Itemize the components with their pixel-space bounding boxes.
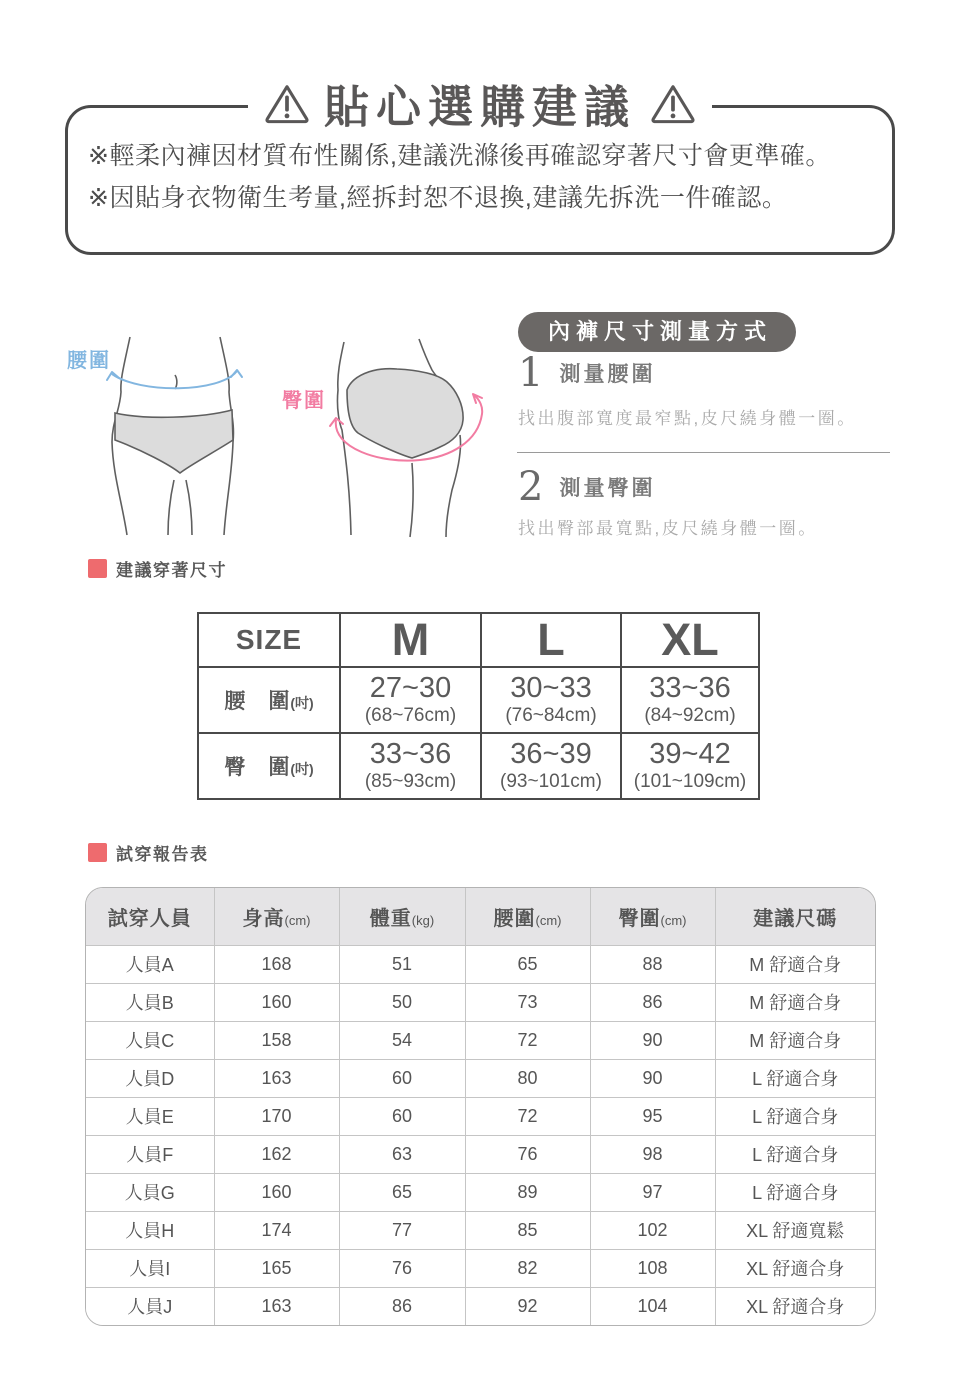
navel-line <box>175 375 177 389</box>
hip-figure-label: 臀圍 <box>282 390 326 412</box>
fit-table-cell: 54 <box>339 1021 465 1059</box>
warning-triangle-icon <box>264 82 310 124</box>
size-range-cell <box>621 733 759 799</box>
step-divider <box>517 452 890 453</box>
range-inches: 33~36 <box>649 672 731 704</box>
fit-table-cell: M 舒適合身 <box>715 983 875 1021</box>
size-range-cell <box>340 733 481 799</box>
fit-table-cell: 86 <box>590 983 715 1021</box>
fit-table-cell: 102 <box>590 1211 715 1249</box>
size-range-cell <box>481 667 621 733</box>
fit-table-row <box>86 1211 875 1249</box>
range-cm: (84~92cm) <box>644 705 736 726</box>
range-inches: 39~42 <box>649 738 731 770</box>
fit-table-cell: XL 舒適合身 <box>715 1287 875 1325</box>
size-table-head-row <box>198 613 759 667</box>
hip-measure-diagram <box>300 330 500 540</box>
fit-table-cell: 170 <box>214 1097 339 1135</box>
header-unit: (kg) <box>411 912 435 928</box>
fit-table-cell: 76 <box>339 1249 465 1287</box>
waist-figure-label: 腰圍 <box>67 350 111 372</box>
fit-table-cell: M 舒適合身 <box>715 945 875 983</box>
notice-line-1: ※輕柔內褲因材質布性關係,建議洗滌後再確認穿著尺寸會更準確。 <box>88 142 831 170</box>
fit-column-header <box>590 888 715 945</box>
fit-table-cell: 60 <box>339 1059 465 1097</box>
size-column-header: XL <box>621 613 759 667</box>
header-label: 身高 <box>242 907 285 930</box>
fit-table-row <box>86 1135 875 1173</box>
range-inches: 36~39 <box>510 738 592 770</box>
red-square-marker <box>88 559 107 578</box>
notice-line-2: ※因貼身衣物衛生考量,經拆封恕不退換,建議先拆洗一件確認。 <box>88 184 788 212</box>
range-cm: (101~109cm) <box>633 771 747 792</box>
header-label: 腰圍 <box>493 907 536 930</box>
header-unit: (cm) <box>535 912 562 928</box>
size-column-header: L <box>481 613 621 667</box>
warning-triangle-icon <box>650 82 696 124</box>
fit-table-row <box>86 945 875 983</box>
fit-table-cell: 人員J <box>86 1287 214 1325</box>
fit-table-cell: 95 <box>590 1097 715 1135</box>
section-label-text: 試穿報告表 <box>116 845 209 864</box>
size-table-row <box>198 733 759 799</box>
range-cm: (85~93cm) <box>364 771 457 792</box>
measure-name: 臀 圍 <box>224 756 291 779</box>
fit-table-cell: 51 <box>339 945 465 983</box>
red-square-marker <box>88 843 107 862</box>
fit-table-cell: 86 <box>339 1287 465 1325</box>
measure-step-1 <box>518 350 656 396</box>
fit-table-cell: 160 <box>214 1173 339 1211</box>
fit-column-header <box>339 888 465 945</box>
fit-table-cell: 85 <box>465 1211 590 1249</box>
fit-table-cell: 65 <box>465 945 590 983</box>
fit-table-cell: 108 <box>590 1249 715 1287</box>
fit-table-row <box>86 1249 875 1287</box>
fit-table-cell: 168 <box>214 945 339 983</box>
step-number: 1 <box>518 350 544 396</box>
range-inches: 30~33 <box>510 672 592 704</box>
range-cm: (68~76cm) <box>364 705 457 726</box>
section-label-text: 建議穿著尺寸 <box>116 561 227 580</box>
size-section-label <box>88 556 227 581</box>
header-label: 建議尺碼 <box>753 907 838 930</box>
size-range-cell <box>621 667 759 733</box>
fit-table-cell: 174 <box>214 1211 339 1249</box>
fit-table-cell: 人員B <box>86 983 214 1021</box>
fit-column-header <box>86 888 214 945</box>
fit-table-cell: L 舒適合身 <box>715 1173 875 1211</box>
header-label: 體重 <box>369 907 412 930</box>
fit-table-cell: 63 <box>339 1135 465 1173</box>
fit-table-cell: 160 <box>214 983 339 1021</box>
size-range-cell <box>340 667 481 733</box>
range-inches: 27~30 <box>369 672 452 704</box>
fit-table-cell: 90 <box>590 1021 715 1059</box>
fit-table-cell: XL 舒適寬鬆 <box>715 1211 875 1249</box>
range-cm: (93~101cm) <box>500 771 602 792</box>
fit-table-cell: L 舒適合身 <box>715 1135 875 1173</box>
notice-title <box>248 71 712 136</box>
header-label: 試穿人員 <box>107 907 192 930</box>
step-number: 2 <box>518 464 544 510</box>
step-title: 測量臀圍 <box>559 477 656 500</box>
fit-table-cell: 163 <box>214 1287 339 1325</box>
fit-table-cell: 人員C <box>86 1021 214 1059</box>
notice-title-text: 貼心選購建議 <box>323 81 637 133</box>
fit-table-cell: 人員E <box>86 1097 214 1135</box>
fit-table-cell: 人員A <box>86 945 214 983</box>
waist-measure-diagram <box>90 330 290 540</box>
fit-section-label <box>88 840 209 865</box>
fit-report-table <box>86 888 875 1325</box>
size-range-cell <box>481 733 621 799</box>
size-table-row <box>198 667 759 733</box>
fit-table-cell: 92 <box>465 1287 590 1325</box>
fit-table-row <box>86 1021 875 1059</box>
panty-front-shape <box>115 410 233 473</box>
header-label: 臀圍 <box>618 907 661 930</box>
fit-table-row <box>86 1097 875 1135</box>
fit-table-row <box>86 1287 875 1325</box>
fit-table-cell: 72 <box>465 1021 590 1059</box>
fit-table-cell: 158 <box>214 1021 339 1059</box>
fit-table-cell: L 舒適合身 <box>715 1059 875 1097</box>
fit-table-cell: 77 <box>339 1211 465 1249</box>
fit-table-cell: 98 <box>590 1135 715 1173</box>
fit-table-cell: 人員G <box>86 1173 214 1211</box>
panty-back-shape <box>347 369 463 458</box>
fit-table-row <box>86 1059 875 1097</box>
measure-method-badge: 內褲尺寸測量方式 <box>518 312 796 352</box>
fit-table-cell: 97 <box>590 1173 715 1211</box>
fit-table-cell: 165 <box>214 1249 339 1287</box>
fit-table-cell: XL 舒適合身 <box>715 1249 875 1287</box>
fit-table-cell: 73 <box>465 983 590 1021</box>
measurement-section <box>0 298 960 553</box>
fit-column-header <box>214 888 339 945</box>
header-unit: (cm) <box>284 912 311 928</box>
size-column-header: M <box>340 613 481 667</box>
size-chart-table <box>197 612 760 800</box>
fit-table-cell: 88 <box>590 945 715 983</box>
measure-row-label <box>198 667 340 733</box>
size-table-body <box>198 667 759 799</box>
fit-table-cell: 80 <box>465 1059 590 1097</box>
waist-arrow <box>107 370 242 388</box>
fit-table-cell: 76 <box>465 1135 590 1173</box>
measure-name: 腰 圍 <box>224 690 291 713</box>
fit-table-cell: 人員D <box>86 1059 214 1097</box>
range-inches: 33~36 <box>369 738 452 770</box>
size-table-corner: SIZE <box>198 613 340 667</box>
header-unit: (cm) <box>660 912 687 928</box>
fit-table-row <box>86 983 875 1021</box>
fit-table-cell: 人員I <box>86 1249 214 1287</box>
fit-table-row <box>86 1173 875 1211</box>
fit-table-cell: 60 <box>339 1097 465 1135</box>
fit-table-cell: 72 <box>465 1097 590 1135</box>
fit-table-cell: L 舒適合身 <box>715 1097 875 1135</box>
fit-table-cell: 82 <box>465 1249 590 1287</box>
measure-step-2 <box>518 464 656 510</box>
fit-table-cell: 89 <box>465 1173 590 1211</box>
step-description: 找出臀部最寬點,皮尺繞身體一圈。 <box>518 519 818 538</box>
fit-table-cell: 人員H <box>86 1211 214 1249</box>
fit-column-header <box>465 888 590 945</box>
fit-table-cell: 163 <box>214 1059 339 1097</box>
measure-unit: (吋) <box>290 695 314 711</box>
fit-table-cell: 162 <box>214 1135 339 1173</box>
step-description: 找出腹部寬度最窄點,皮尺繞身體一圈。 <box>518 409 857 428</box>
measure-unit: (吋) <box>290 761 314 777</box>
step-title: 測量腰圍 <box>559 363 656 386</box>
fit-column-header <box>715 888 875 945</box>
measure-row-label <box>198 733 340 799</box>
fit-table-cell: 50 <box>339 983 465 1021</box>
fit-report-table-wrapper <box>85 887 876 1326</box>
range-cm: (76~84cm) <box>505 705 597 726</box>
fit-table-cell: 人員F <box>86 1135 214 1173</box>
fit-table-body <box>86 945 875 1325</box>
fit-table-cell: 90 <box>590 1059 715 1097</box>
fit-table-cell: M 舒適合身 <box>715 1021 875 1059</box>
fit-table-cell: 104 <box>590 1287 715 1325</box>
fit-table-cell: 65 <box>339 1173 465 1211</box>
fit-table-head-row <box>86 888 875 945</box>
